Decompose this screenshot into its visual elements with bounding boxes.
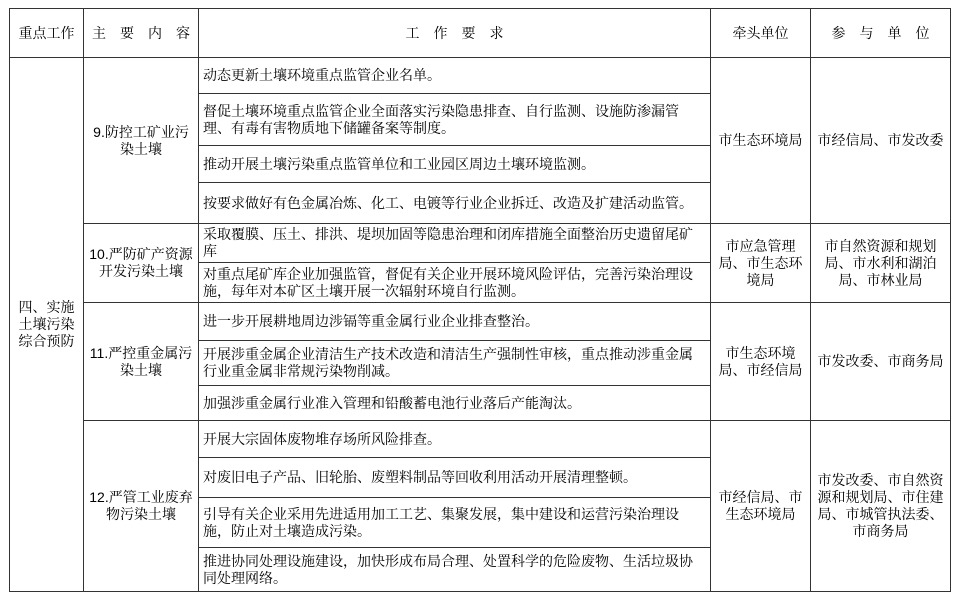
group-label-cell: 四、实施土壤污染综合预防 [10,58,84,592]
lead-unit-cell-9: 市生态环境局 [711,58,811,224]
work-plan-table [9,8,951,592]
requirement-cell: 动态更新土壤环境重点监管企业名单。 [199,58,711,94]
table-row [10,421,951,458]
header-lead-unit: 牵头单位 [711,9,811,58]
content-cell-10: 10.严防矿产资源开发污染土壤 [84,224,199,303]
requirement-cell: 进一步开展耕地周边涉镉等重金属行业企业排查整治。 [199,303,711,341]
header-main-content: 主 要 内 容 [84,9,199,58]
requirement-cell: 对废旧电子产品、旧轮胎、废塑料制品等回收利用活动开展清理整顿。 [199,458,711,498]
table-header-row [10,9,951,58]
requirement-cell: 对重点尾矿库企业加强监管，督促有关企业开展环境风险评估，完善污染治理设施，每年对本矿区土壤开展一次辐射环境自行监测。 [199,263,711,303]
requirement-cell: 采取覆膜、压土、排洪、堤坝加固等隐患治理和闭库措施全面整治历史遗留尾矿库 [199,224,711,263]
table-row [10,224,951,263]
participants-cell-12: 市发改委、市自然资源和规划局、市住建局、市城管执法委、市商务局 [811,421,951,592]
lead-unit-cell-12: 市经信局、市生态环境局 [711,421,811,592]
participants-cell-10: 市自然资源和规划局、市水利和湖泊局、市林业局 [811,224,951,303]
requirement-cell: 推动开展土壤污染重点监管单位和工业园区周边土壤环境监测。 [199,146,711,183]
header-key-work: 重点工作 [10,9,84,58]
requirement-cell: 督促土壤环境重点监管企业全面落实污染隐患排查、自行监测、设施防渗漏管理、有毒有害物质地下储罐备案等制度。 [199,94,711,146]
requirement-cell: 推进协同处理设施建设，加快形成布局合理、处置科学的危险废物、生活垃圾协同处理网络。 [199,548,711,592]
lead-unit-cell-11: 市生态环境局、市经信局 [711,303,811,421]
requirement-cell: 加强涉重金属行业准入管理和铅酸蓄电池行业落后产能淘汰。 [199,386,711,421]
content-cell-9: 9.防控工矿业污染土壤 [84,58,199,224]
content-cell-12: 12.严管工业废弃物污染土壤 [84,421,199,592]
header-participants: 参 与 单 位 [811,9,951,58]
table-row [10,58,951,94]
requirement-cell: 按要求做好有色金属冶炼、化工、电镀等行业企业拆迁、改造及扩建活动监管。 [199,183,711,224]
requirement-cell: 开展大宗固体废物堆存场所风险排查。 [199,421,711,458]
header-work-requirements: 工 作 要 求 [199,9,711,58]
participants-cell-11: 市发改委、市商务局 [811,303,951,421]
content-cell-11: 11.严控重金属污染土壤 [84,303,199,421]
lead-unit-cell-10: 市应急管理局、市生态环境局 [711,224,811,303]
requirement-cell: 引导有关企业采用先进适用加工工艺、集聚发展，集中建设和运营污染治理设施，防止对土壤造成污染。 [199,498,711,548]
requirement-cell: 开展涉重金属企业清洁生产技术改造和清洁生产强制性审核，重点推动涉重金属行业重金属非常规污染物削减。 [199,341,711,386]
participants-cell-9: 市经信局、市发改委 [811,58,951,224]
table-row [10,303,951,341]
